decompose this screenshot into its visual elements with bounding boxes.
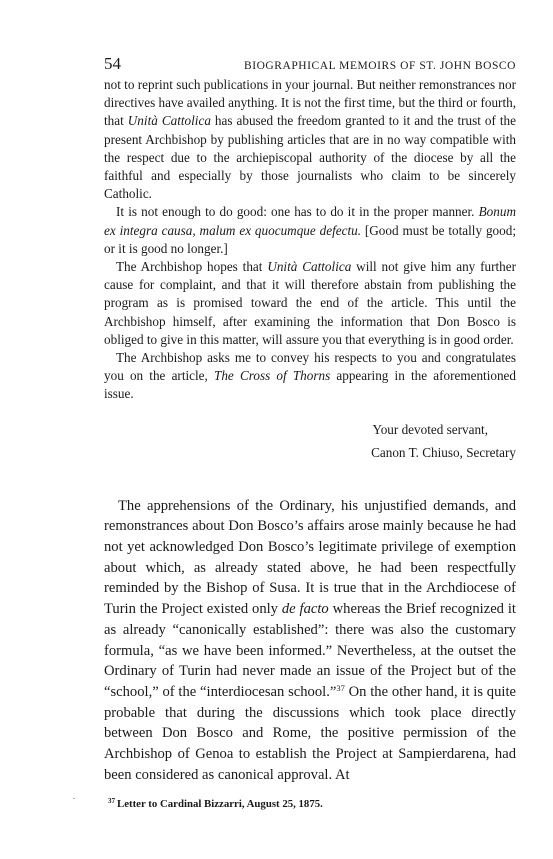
journal-name: Unità Cattolica: [267, 259, 352, 275]
book-page: [104, 54, 516, 811]
body-paragraph-1: The apprehensions of the Ordinary, his unjustified demands, and remonstrances about Don Bosco’s affairs arose mainly because he had not yet acknowledged Don Bosco’s legitimate privilege of exemption about which, as already stated above, he had been respectfully reminded by the Bishop of Susa. It is true that in the Archdiocese of Turin the Project existed only de facto whereas the Brief recognized it as already “canonically established”: there was also the customary formula, “as we have been informed.” Nevertheless, at the outset the Ordinary of Turin had never made an issue of the Project but of the “school,” of the “interdiocesan school.”$^{37}$ On the other hand, it is quite probable that during the discussions which took place directly between Don Bosco and Rome, the positive permission of the Archbishop of Genoa to establish the Project at Sampierdarena, had been considered as canonical approval. At: [104, 497, 516, 783]
running-head: [104, 54, 516, 76]
letter-signature: Canon T. Chiuso, Secretary: [371, 444, 516, 460]
latin-quote: Bonum ex integra causa, malum ex quocumque defectu.: [104, 204, 516, 238]
latin-term: de facto: [281, 601, 329, 618]
letter-paragraph-4: The Archbishop asks me to convey his respects to you and congratulates you on the article, The Cross of Thorns appearing in the aforementioned issue.: [104, 350, 516, 402]
quoted-letter: [104, 76, 516, 464]
footnote-text: Letter to Cardinal Bizzarri, August 25, 1875.: [117, 797, 323, 810]
main-text: [104, 496, 516, 786]
footnote-mark: 37: [108, 796, 115, 805]
letter-paragraph-2: It is not enough to do good: one has to do it in the proper manner. Bonum ex integra causa, malum ex quocumque defectu. [Good must be totally good; or it is good no longer.]: [104, 204, 516, 256]
letter-paragraph-1: not to reprint such publications in your journal. But neither remonstrances nor directives have availed anything. It is not the first time, but the third or fourth, that Unità Cattolica has abused the freedom granted to it and the trust of the present Archbishop by publishing articles that are in no way compatible with the respect due to the archiepiscopal authority of the diocese by all the faithful and especially by those journalists who claim to be sincerely Catholic.: [104, 77, 517, 202]
footnote-reference[interactable]: 37: [336, 682, 345, 693]
letter-closing: Your devoted servant,: [372, 421, 488, 437]
scan-speck: [73, 798, 75, 799]
footnote: [104, 794, 516, 811]
running-title: BIOGRAPHICAL MEMOIRS OF ST. JOHN BOSCO: [243, 60, 516, 72]
article-title: The Cross of Thorns: [214, 368, 331, 384]
page-number: 54: [104, 54, 121, 73]
journal-name: Unità Cattolica: [127, 113, 211, 129]
letter-paragraph-3: The Archbishop hopes that Unità Cattolica will not give him any further cause for complaint, and that it will therefore abstain from publishing the program as is promised toward the end of the article. This until the Archbishop himself, after examining the information that Don Bosco is obliged to give in this matter, will assure you that everything is in good order.: [104, 259, 517, 347]
letter-signoff: [104, 418, 516, 464]
